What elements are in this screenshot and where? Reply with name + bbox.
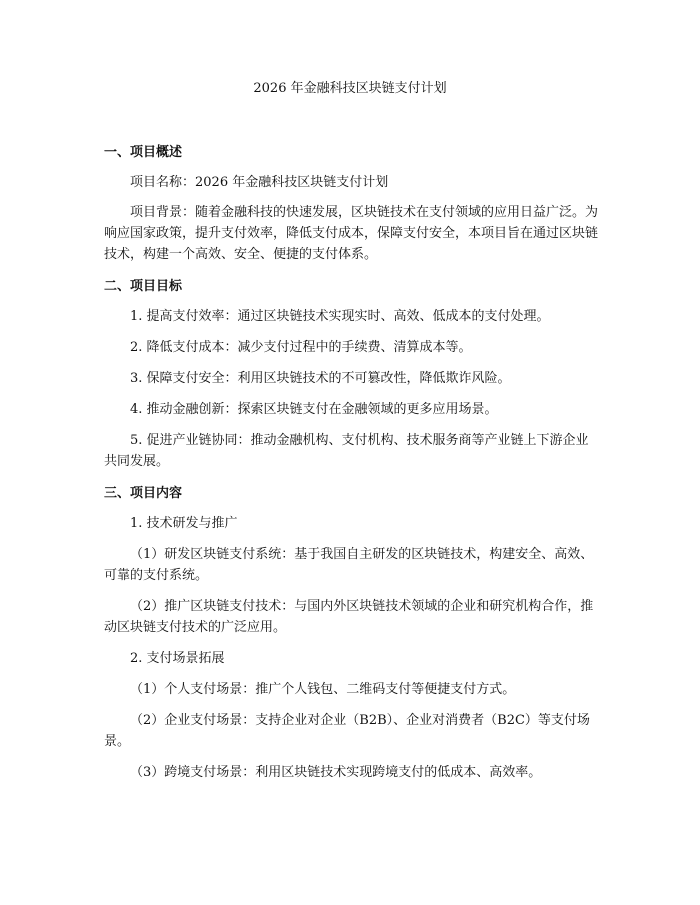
content-item-rd-2: （2）推广区块链支付技术：与国内外区块链技术领域的企业和研究机构合作，推动区块链支付技术的广泛应用。 <box>104 599 594 635</box>
goal-item-1: 1. 提高支付效率：通过区块链技术实现实时、高效、低成本的支付处理。 <box>130 309 550 324</box>
goal-item-4: 4. 推动金融创新：探索区块链支付在金融领域的更多应用场景。 <box>130 402 498 417</box>
content-item-rd-1: （1）研发区块链支付系统：基于我国自主研发的区块链技术，构建安全、高效、可靠的支付系统。 <box>104 547 594 583</box>
content-item-scenario-3: （3）跨境支付场景：利用区块链技术实现跨境支付的低成本、高效率。 <box>130 765 542 780</box>
section-heading-content: 三、项目内容 <box>104 486 183 501</box>
content-item-scenario-1: （1）个人支付场景：推广个人钱包、二维码支付等便捷支付方式。 <box>130 682 516 697</box>
content-subheading-scenarios: 2. 支付场景拓展 <box>130 651 225 666</box>
paragraph-project-name: 项目名称：2026 年金融科技区块链支付计划 <box>130 175 389 190</box>
goal-item-2: 2. 降低支付成本：减少支付过程中的手续费、清算成本等。 <box>130 340 472 355</box>
content-item-scenario-2: （2）企业支付场景：支持企业对企业（B2B）、企业对消费者（B2C）等支付场景。 <box>104 713 590 749</box>
section-heading-overview: 一、项目概述 <box>104 145 183 160</box>
document-body <box>104 142 598 783</box>
paragraph-project-background: 项目背景：随着金融科技的快速发展，区块链技术在支付领域的应用日益广泛。为响应国家政策，提升支付效率，降低支付成本，保障支付安全，本项目旨在通过区块链技术，构建一个高效、安全、便捷的支付体系。 <box>104 205 599 262</box>
goal-item-3: 3. 保障支付安全：利用区块链技术的不可篡改性，降低欺诈风险。 <box>130 371 511 386</box>
content-subheading-rd: 1. 技术研发与推广 <box>130 516 238 531</box>
section-heading-goals: 二、项目目标 <box>104 279 183 294</box>
document-title: 2026 年金融科技区块链支付计划 <box>253 81 447 96</box>
goal-item-5: 5. 促进产业链协同：推动金融机构、支付机构、技术服务商等产业链上下游企业共同发展。 <box>104 433 589 469</box>
